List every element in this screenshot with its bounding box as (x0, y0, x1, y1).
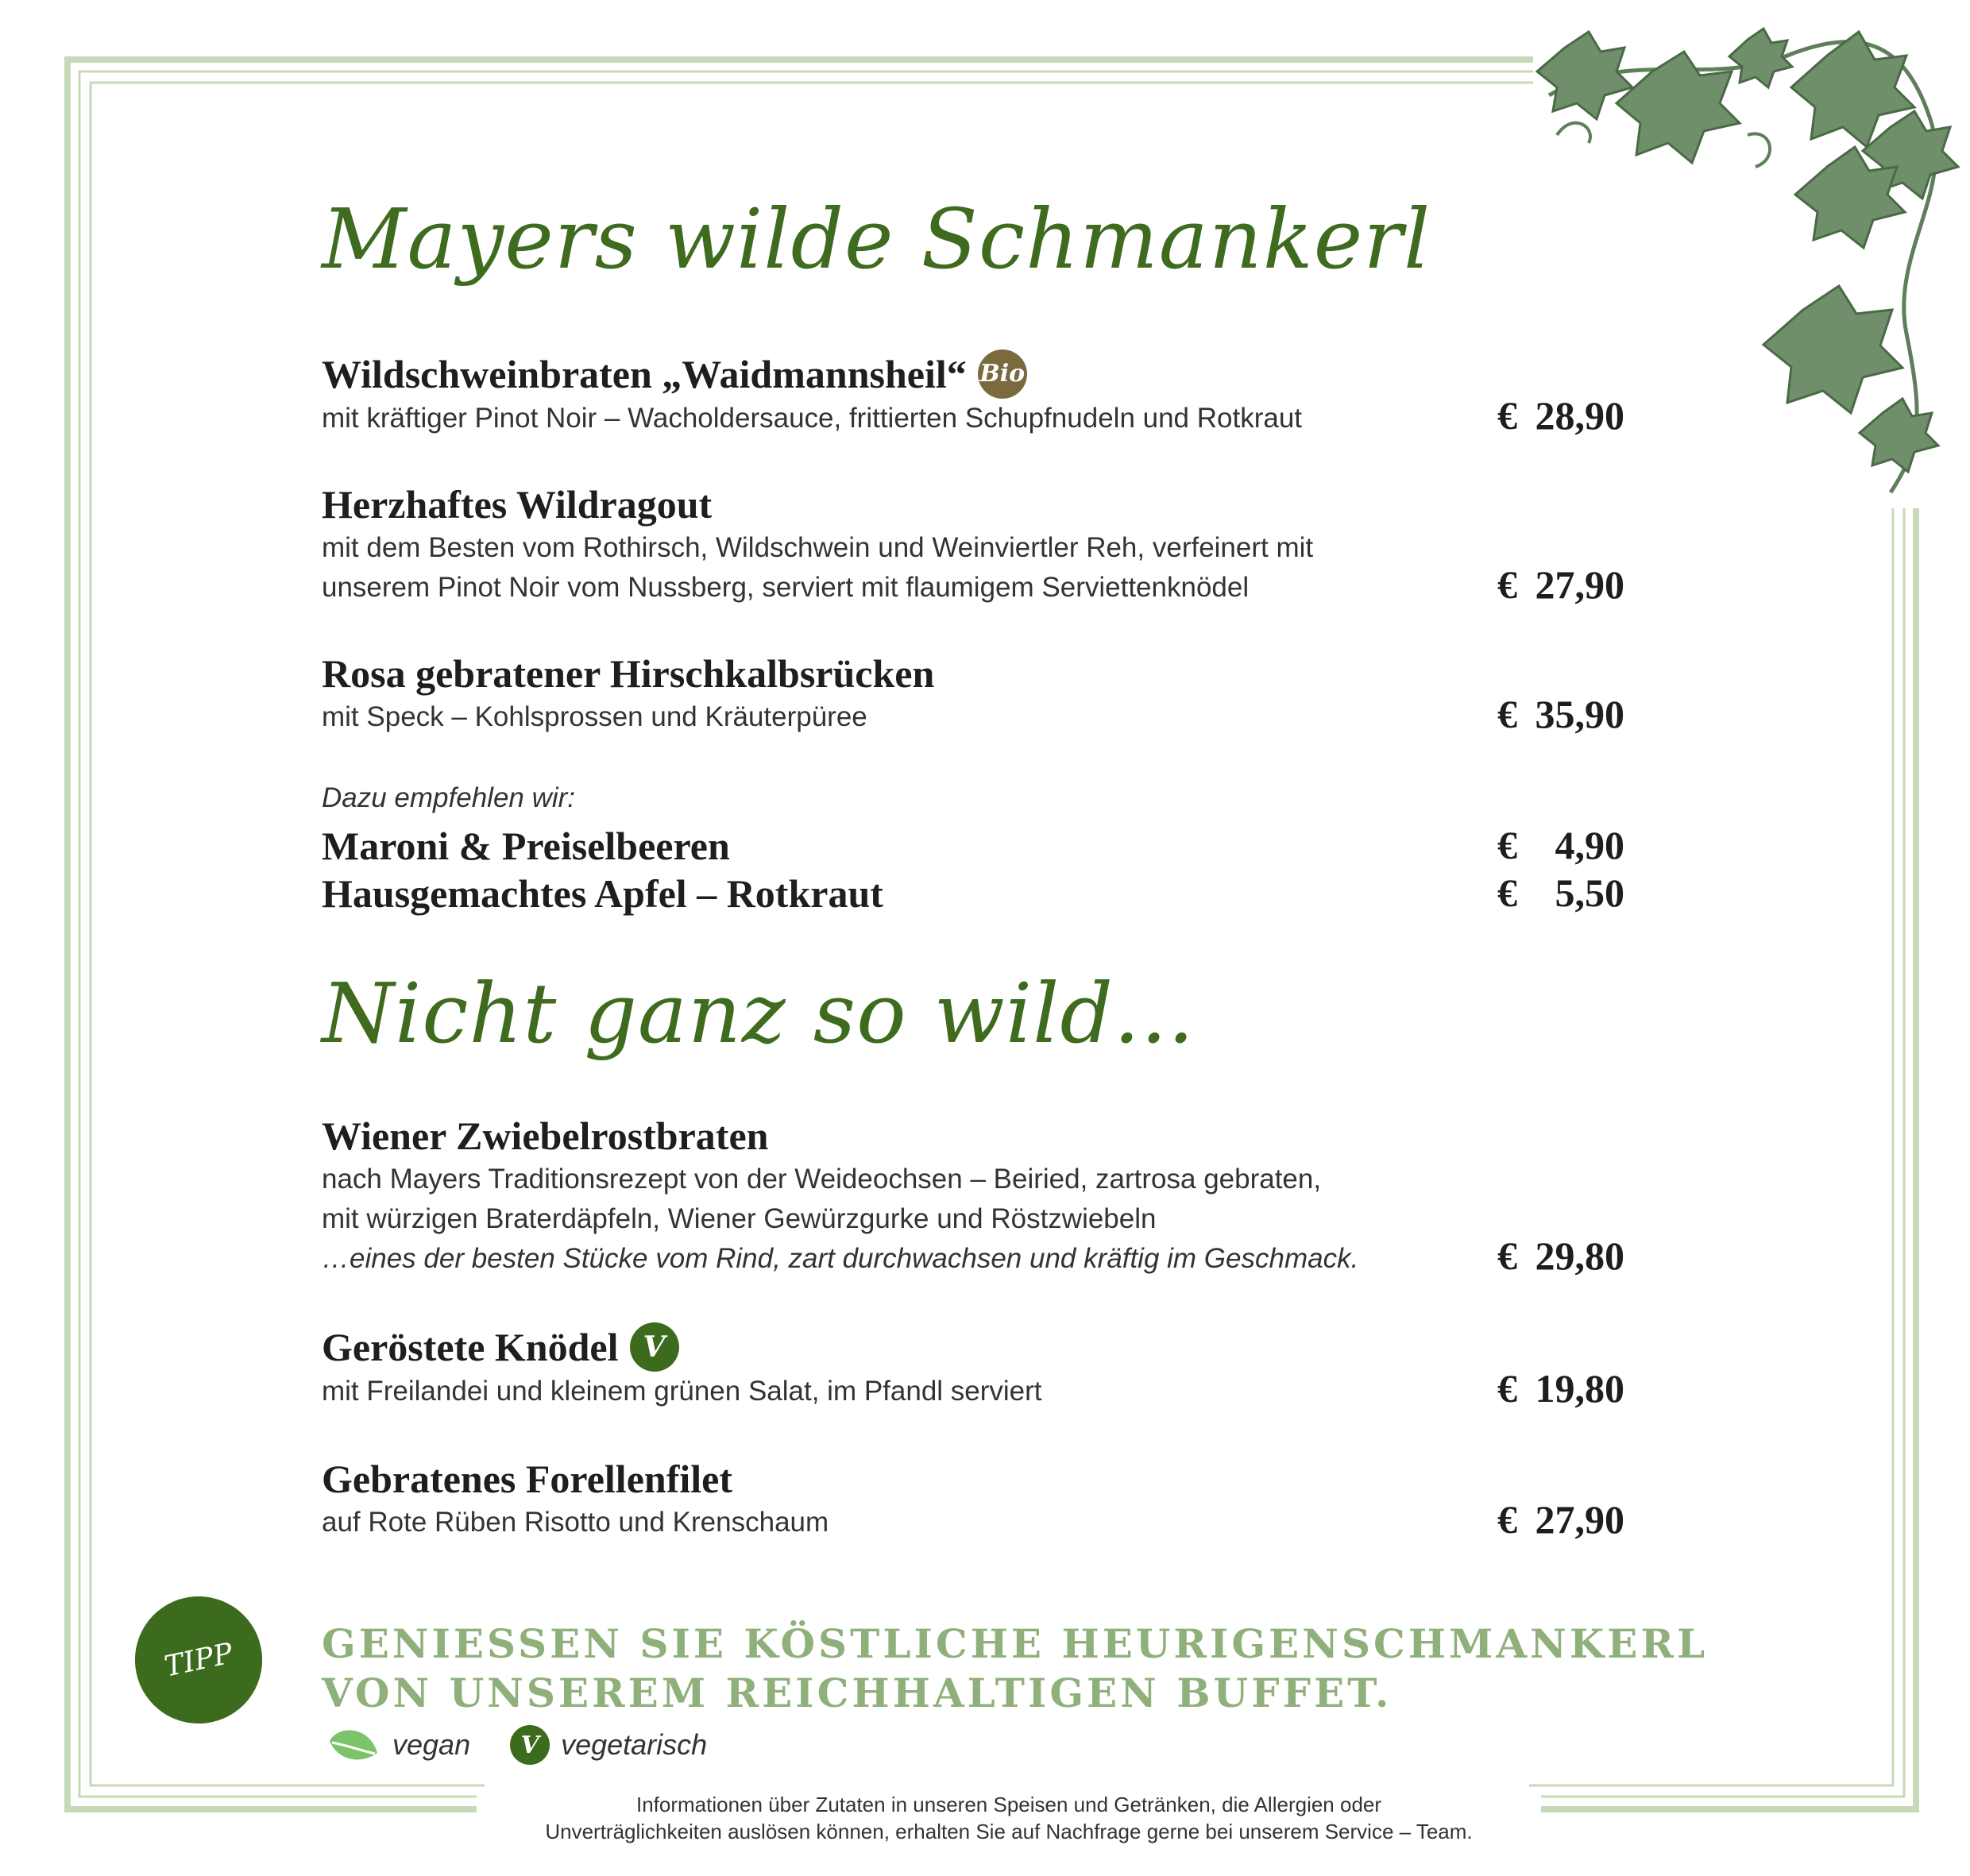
tip-text-line: GENIESSEN SIE KÖSTLICHE HEURIGENSCHMANKERL (322, 1620, 1709, 1667)
dish-description: mit Freilandei und kleinem grünen Salat, im Pfandl serviert (322, 1376, 1042, 1407)
side-item (322, 870, 1624, 917)
dish-name: Herzhaftes Wildragout (322, 482, 713, 527)
tipp-badge: TIPP (123, 1585, 274, 1735)
dish-name: Gebratenes Forellenfilet (322, 1457, 732, 1501)
side-price: € 4,90 (1497, 823, 1624, 867)
dish-description: auf Rote Rüben Risotto und Krenschaum (322, 1507, 829, 1538)
vegan-label: vegan (392, 1728, 471, 1761)
dish-price: € 19,80 (1497, 1366, 1624, 1411)
dish-description: mit kräftiger Pinot Noir – Wacholdersauce, frittierten Schupfnudeln und Rotkraut (322, 403, 1303, 434)
section-title-wild: Mayers wilde Schmankerl (322, 191, 1431, 288)
dish-price: € 27,90 (1497, 1497, 1624, 1542)
dish-item (322, 1455, 1624, 1542)
vegetarian-icon: V (510, 1725, 550, 1765)
vegan-leaf-icon (326, 1725, 381, 1765)
dish-item (322, 481, 1624, 608)
recommend-label: Dazu empfehlen wir: (322, 782, 576, 813)
dish-price: € 28,90 (1497, 393, 1624, 438)
dish-description: mit würzigen Braterdäpfeln, Wiener Gewürzgurke und Röstzwiebeln (322, 1203, 1157, 1234)
dish-description: nach Mayers Traditionsrezept von der Weideochsen – Beiried, zartrosa gebraten, (322, 1164, 1322, 1195)
dish-item (322, 349, 1624, 438)
side-item (322, 822, 1624, 870)
section-title-not-so-wild: Nicht ganz so wild... (322, 965, 1196, 1062)
allergen-footer: Informationen über Zutaten in unseren Speisen und Getränken, die Allergien oder Unverträglichkeiten auslösen können, erhalten Sie auf Nachfrage gerne bei unserem Service – Team. (477, 1791, 1541, 1845)
side-price: € 5,50 (1497, 870, 1624, 915)
tip-text-line: VON UNSEREM REICHHALTIGEN BUFFET. (322, 1669, 1393, 1716)
vegetarian-badge-icon: V (630, 1322, 679, 1372)
dish-description: unserem Pinot Noir vom Nussberg, serviert mit flaumigem Serviettenknödel (322, 572, 1250, 603)
dish-price: € 35,90 (1497, 692, 1624, 736)
dish-item (322, 1322, 1624, 1411)
dish-name: Geröstete Knödel V (322, 1322, 1624, 1372)
dish-name: Wildschweinbraten „Waidmannsheil“ Bio (322, 349, 1624, 399)
bio-badge-icon: Bio (978, 349, 1027, 399)
dish-price: € 29,80 (1497, 1233, 1624, 1278)
dish-price: € 27,90 (1497, 562, 1624, 607)
dish-item (322, 1112, 1624, 1279)
diet-legend (326, 1725, 707, 1765)
dish-description: mit dem Besten vom Rothirsch, Wildschwein und Weinviertler Reh, verfeinert mit (322, 532, 1314, 563)
dish-name: Wiener Zwiebelrostbraten (322, 1114, 769, 1158)
side-name: Maroni & Preiselbeeren (322, 824, 730, 868)
vegetarian-label: vegetarisch (561, 1728, 708, 1761)
dish-item (322, 650, 1624, 737)
dish-name: Rosa gebratener Hirschkalbsrücken (322, 651, 935, 696)
dish-description-italic: …eines der besten Stücke vom Rind, zart durchwachsen und kräftig im Geschmack. (322, 1243, 1359, 1274)
side-name: Hausgemachtes Apfel – Rotkraut (322, 871, 883, 916)
dish-description: mit Speck – Kohlsprossen und Kräuterpüree (322, 701, 867, 732)
